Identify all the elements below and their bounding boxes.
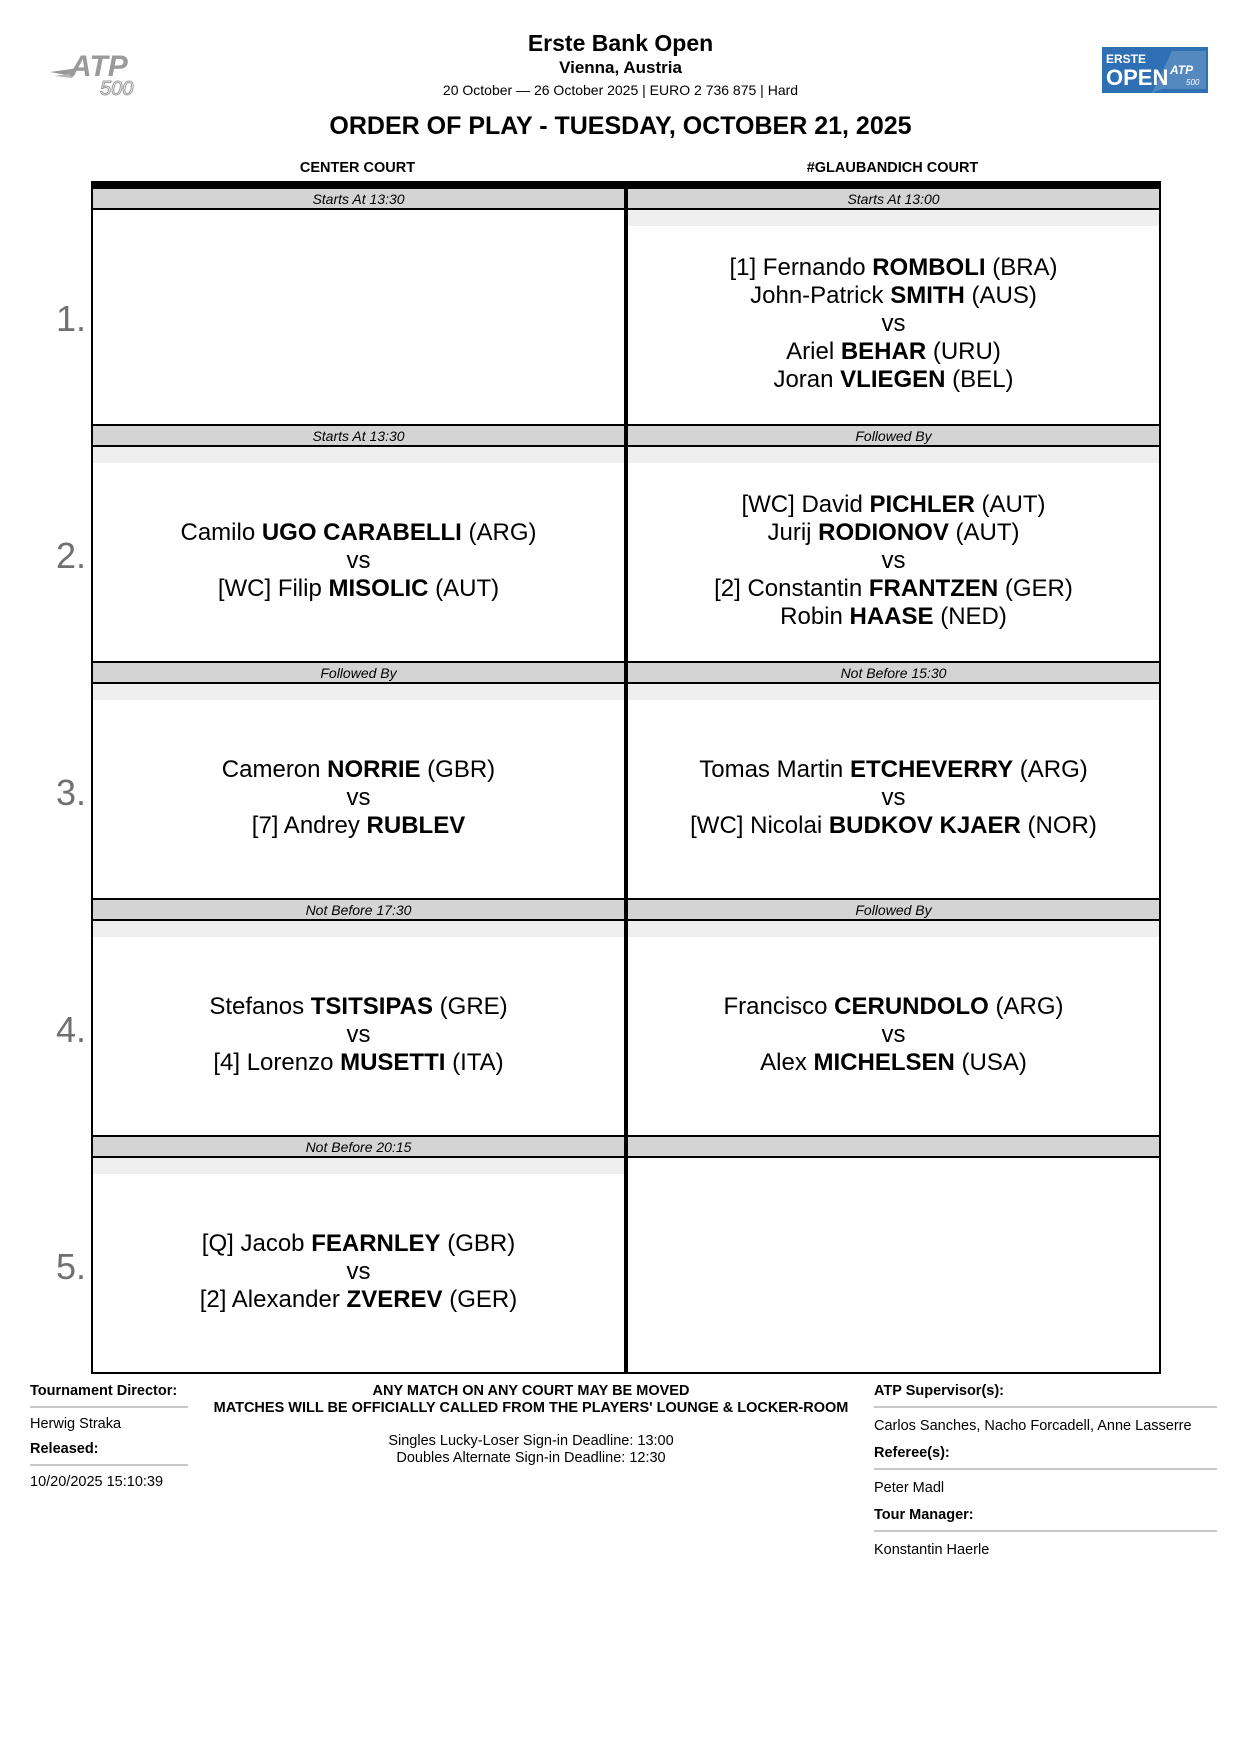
svg-text:ATP: ATP	[70, 50, 128, 83]
director-name: Herwig Straka	[30, 1416, 122, 1432]
cell-stripe	[628, 210, 1159, 226]
player-first-name: John-Patrick	[750, 282, 891, 309]
court-column-glaubandich	[626, 189, 1161, 1374]
player-surname: RODIONOV	[818, 519, 949, 546]
start-time-bar: Starts At 13:00	[626, 189, 1161, 210]
tournament-info: 20 October — 26 October 2025 | EURO 2 736 875 | Hard	[442, 82, 799, 98]
match-lines	[93, 1174, 624, 1370]
vs-separator	[882, 1021, 906, 1049]
player-first-name: Alex	[760, 1049, 814, 1076]
court-name-glaubandich: #GLAUBANDICH COURT	[806, 160, 979, 176]
vs-separator	[882, 547, 906, 575]
player-line	[202, 1230, 515, 1258]
match-slot	[626, 663, 1161, 900]
vs-text: vs	[881, 310, 906, 337]
vs-separator	[347, 1258, 371, 1286]
player-first-name: [WC] Nicolai	[690, 812, 829, 839]
vs-separator	[882, 784, 906, 812]
match-cell	[91, 921, 626, 1137]
player-country: (ARG)	[461, 519, 537, 546]
vs-separator	[347, 784, 371, 812]
notice-moved: ANY MATCH ON ANY COURT MAY BE MOVED	[372, 1383, 690, 1399]
player-country: (GRE)	[432, 993, 508, 1020]
player-line	[741, 491, 1045, 519]
start-time-bar: Not Before 15:30	[626, 663, 1161, 684]
court-column-center	[91, 189, 626, 1374]
player-surname: RUBLEV	[366, 812, 466, 839]
match-slot	[626, 1137, 1161, 1374]
start-time-bar: Followed By	[626, 900, 1161, 921]
player-country: (BRA)	[985, 254, 1058, 281]
player-first-name: [1] Fernando	[729, 254, 873, 281]
match-cell	[91, 1158, 626, 1374]
player-first-name: [WC] David	[741, 491, 870, 518]
player-surname: MUSETTI	[340, 1049, 446, 1076]
player-first-name: [7] Andrey	[251, 812, 367, 839]
svg-text:ATP: ATP	[1170, 63, 1194, 77]
match-cell	[626, 1158, 1161, 1374]
tour-manager-name: Konstantin Haerle	[874, 1542, 990, 1558]
player-surname: VLIEGEN	[840, 366, 946, 393]
cell-stripe	[93, 684, 624, 700]
player-line	[699, 756, 1088, 784]
order-of-play-title: ORDER OF PLAY - TUESDAY, OCTOBER 21, 2025	[329, 112, 912, 140]
match-cell	[626, 921, 1161, 1137]
supervisors-label: ATP Supervisor(s):	[874, 1383, 1217, 1408]
singles-deadline: Singles Lucky-Loser Sign-in Deadline: 13:00	[388, 1433, 674, 1449]
vs-text: vs	[346, 1258, 371, 1285]
player-first-name: Jurij	[767, 519, 819, 546]
tournament-location: Vienna, Austria	[559, 58, 682, 77]
svg-text:500: 500	[1186, 78, 1200, 87]
player-surname: ETCHEVERRY	[849, 756, 1014, 783]
director-label: Tournament Director:	[30, 1383, 188, 1408]
player-country: (AUT)	[948, 519, 1020, 546]
vs-separator	[882, 310, 906, 338]
player-country: (URU)	[926, 338, 1001, 365]
player-line	[773, 366, 1013, 394]
player-surname: ZVEREV	[346, 1286, 443, 1313]
released-timestamp: 10/20/2025 15:10:39	[30, 1474, 164, 1490]
footer-notices	[206, 1383, 856, 1467]
vs-text: vs	[346, 547, 371, 574]
referee-name: Peter Madl	[874, 1480, 945, 1496]
match-lines	[93, 463, 624, 659]
player-line	[209, 993, 507, 1021]
match-slot	[626, 189, 1161, 426]
player-first-name: [Q] Jacob	[201, 1230, 312, 1257]
tour-manager-label: Tour Manager:	[874, 1507, 1217, 1532]
tournament-name: Erste Bank Open	[527, 30, 714, 56]
row-number: 1.	[56, 298, 87, 339]
start-time-bar	[626, 1137, 1161, 1158]
match-lines	[93, 937, 624, 1133]
start-time-bar: Not Before 20:15	[91, 1137, 626, 1158]
start-time-bar: Not Before 17:30	[91, 900, 626, 921]
player-country: (BEL)	[945, 366, 1014, 393]
notice-called: MATCHES WILL BE OFFICIALLY CALLED FROM THE PLAYERS' LOUNGE & LOCKER-ROOM	[213, 1400, 849, 1416]
vs-separator	[347, 547, 371, 575]
player-line	[750, 282, 1037, 310]
player-line	[780, 603, 1007, 631]
player-line	[723, 993, 1063, 1021]
player-line	[714, 575, 1073, 603]
row-number: 4.	[56, 1009, 87, 1050]
vs-text: vs	[346, 784, 371, 811]
cell-stripe	[628, 684, 1159, 700]
match-slot	[91, 1137, 626, 1374]
match-lines	[93, 226, 624, 422]
player-surname: UGO CARABELLI	[261, 519, 462, 546]
player-first-name: Camilo	[180, 519, 262, 546]
footer-right	[874, 1383, 1217, 1569]
player-country: (AUS)	[964, 282, 1037, 309]
player-country: (NED)	[933, 603, 1007, 630]
grid-top-rule	[91, 181, 1161, 189]
start-time-bar: Starts At 13:30	[91, 426, 626, 447]
svg-text:OPEN: OPEN	[1106, 65, 1169, 90]
player-line	[222, 756, 495, 784]
cell-stripe	[93, 921, 624, 937]
player-line	[786, 338, 1001, 366]
player-surname: MISOLIC	[328, 575, 429, 602]
player-surname: HAASE	[849, 603, 934, 630]
row-number: 5.	[56, 1246, 87, 1287]
player-surname: FEARNLEY	[311, 1230, 441, 1257]
referee-label: Referee(s):	[874, 1445, 1217, 1470]
player-first-name: [WC] Filip	[217, 575, 329, 602]
player-surname: BUDKOV KJAER	[828, 812, 1021, 839]
start-time-bar: Followed By	[626, 426, 1161, 447]
player-first-name: Tomas Martin	[699, 756, 850, 783]
match-cell	[91, 447, 626, 663]
row-number: 3.	[56, 772, 87, 813]
player-country: (ARG)	[988, 993, 1064, 1020]
footer-left	[30, 1383, 188, 1499]
player-first-name: [2] Alexander	[199, 1286, 347, 1313]
player-country: (ARG)	[1013, 756, 1088, 783]
cell-stripe	[628, 921, 1159, 937]
player-first-name: Stefanos	[209, 993, 311, 1020]
player-surname: NORRIE	[327, 756, 421, 783]
player-line	[767, 519, 1019, 547]
player-country: (GER)	[442, 1286, 518, 1313]
player-surname: TSITSIPAS	[310, 993, 433, 1020]
match-lines	[628, 1174, 1159, 1370]
player-country: (GER)	[998, 575, 1073, 602]
match-lines	[628, 226, 1159, 422]
match-lines	[628, 463, 1159, 659]
match-slot	[91, 426, 626, 663]
cell-stripe	[93, 447, 624, 463]
player-line	[690, 812, 1097, 840]
player-line	[213, 1049, 503, 1077]
match-cell	[626, 684, 1161, 900]
player-first-name: Joran	[773, 366, 841, 393]
player-line	[218, 575, 499, 603]
match-cell	[91, 684, 626, 900]
player-first-name: Cameron	[221, 756, 328, 783]
player-line	[252, 812, 465, 840]
vs-separator	[347, 1021, 371, 1049]
player-country: (ITA)	[445, 1049, 504, 1076]
player-first-name: Francisco	[723, 993, 835, 1020]
vs-text: vs	[881, 547, 906, 574]
player-country: (AUT)	[428, 575, 500, 602]
player-surname: FRANTZEN	[868, 575, 999, 602]
supervisors-names: Carlos Sanches, Nacho Forcadell, Anne Lasserre	[874, 1418, 1192, 1434]
start-time-bar: Starts At 13:30	[91, 189, 626, 210]
player-surname: ROMBOLI	[872, 254, 986, 281]
match-cell	[626, 447, 1161, 663]
match-cell	[626, 210, 1161, 426]
player-line	[180, 519, 536, 547]
vs-text: vs	[346, 1021, 371, 1048]
row-number: 2.	[56, 535, 87, 576]
player-country: (USA)	[954, 1049, 1027, 1076]
match-lines	[628, 700, 1159, 896]
player-first-name: Ariel	[786, 338, 841, 365]
player-country: (NOR)	[1020, 812, 1097, 839]
player-first-name: Robin	[780, 603, 850, 630]
svg-text:500: 500	[100, 78, 134, 98]
player-line	[200, 1286, 517, 1314]
match-slot	[626, 900, 1161, 1137]
match-slot	[91, 900, 626, 1137]
cell-stripe	[628, 447, 1159, 463]
player-surname: MICHELSEN	[813, 1049, 955, 1076]
player-line	[760, 1049, 1027, 1077]
match-slot	[626, 426, 1161, 663]
doubles-deadline: Doubles Alternate Sign-in Deadline: 12:30	[396, 1450, 666, 1466]
player-country: (AUT)	[974, 491, 1046, 518]
player-surname: PICHLER	[869, 491, 975, 518]
match-slot	[91, 663, 626, 900]
player-first-name: [4] Lorenzo	[213, 1049, 341, 1076]
start-time-bar: Followed By	[91, 663, 626, 684]
released-label: Released:	[30, 1441, 188, 1466]
svg-text:ERSTE: ERSTE	[1106, 52, 1147, 66]
player-surname: CERUNDOLO	[834, 993, 989, 1020]
player-country: (GBR)	[420, 756, 496, 783]
player-line	[729, 254, 1057, 282]
player-surname: SMITH	[890, 282, 965, 309]
match-slot	[91, 189, 626, 426]
vs-text: vs	[881, 784, 906, 811]
match-cell	[91, 210, 626, 426]
player-country: (GBR)	[440, 1230, 516, 1257]
vs-text: vs	[881, 1021, 906, 1048]
match-lines	[628, 937, 1159, 1133]
player-first-name: [2] Constantin	[714, 575, 869, 602]
cell-stripe	[93, 1158, 624, 1174]
player-surname: BEHAR	[840, 338, 927, 365]
match-lines	[93, 700, 624, 896]
court-name-center: CENTER COURT	[299, 160, 416, 176]
